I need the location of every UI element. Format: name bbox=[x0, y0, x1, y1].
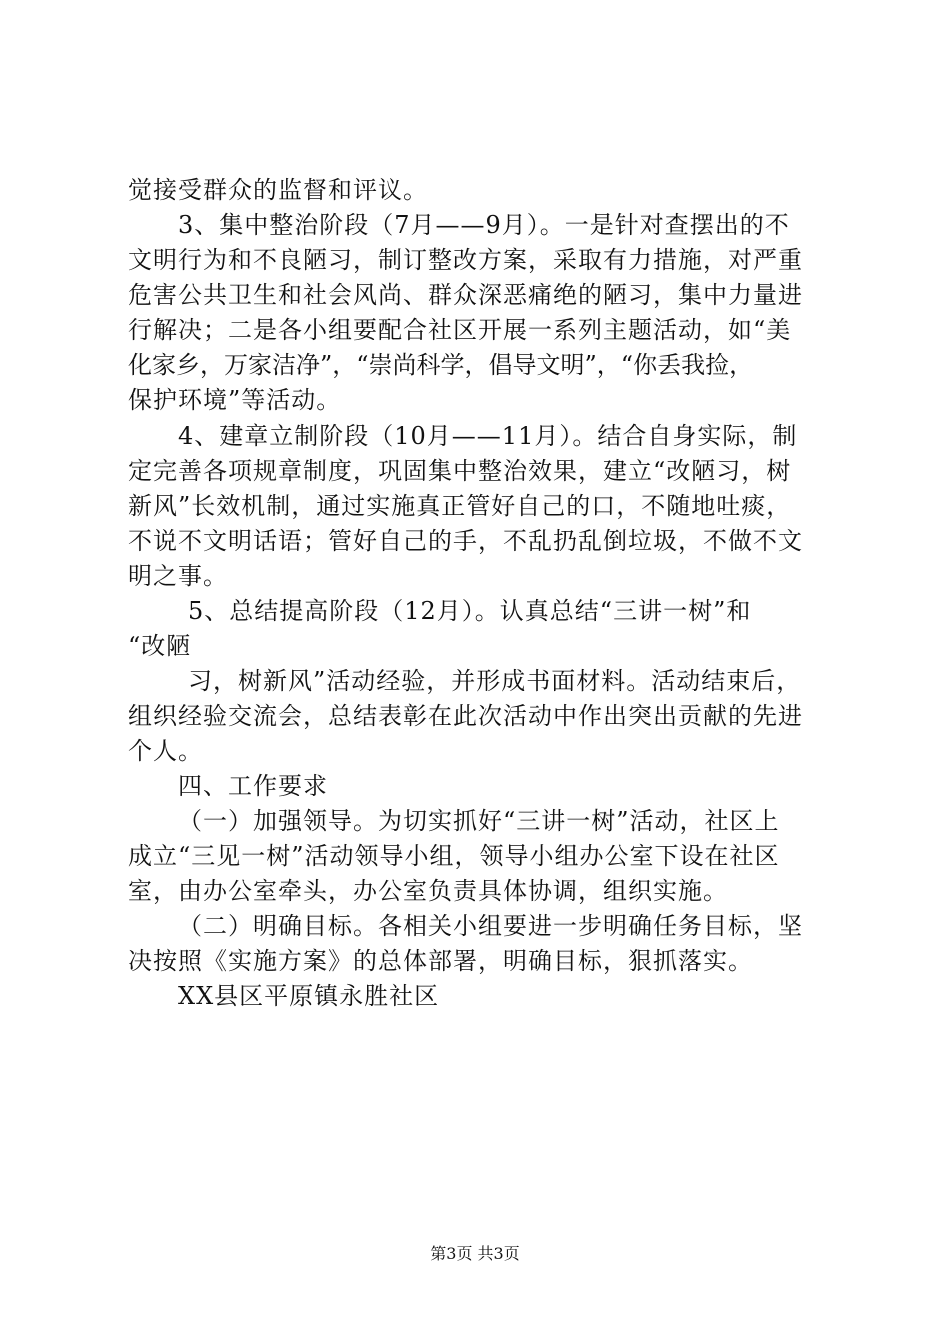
text-line: 习，树新风”活动经验，并形成书面材料。活动结束后， bbox=[188, 667, 802, 695]
text-line: 危害公共卫生和社会风尚、群众深恶痛绝的陋习，集中力量进 bbox=[128, 281, 803, 309]
text-line: 决按照《实施方案》的总体部署，明确目标，狠抓落实。 bbox=[128, 947, 753, 975]
text-line: 5、总结提高阶段（12月）。认真总结“三讲一树”和 bbox=[188, 597, 752, 625]
text-line: 组织经验交流会，总结表彰在此次活动中作出突出贡献的先进 bbox=[128, 702, 803, 730]
text-line: 明之事。 bbox=[128, 562, 228, 590]
text-line: 觉接受群众的监督和评议。 bbox=[128, 176, 428, 204]
text-line: 定完善各项规章制度，巩固集中整治效果，建立“改陋习，树 bbox=[128, 457, 792, 485]
text-line: 室，由办公室牵头，办公室负责具体协调，组织实施。 bbox=[128, 877, 728, 905]
page-number: 第3页 共3页 bbox=[430, 1244, 520, 1263]
text-line: 成立“三见一树”活动领导小组，领导小组办公室下设在社区 bbox=[128, 842, 780, 870]
text-line: 不说不文明话语；管好自己的手，不乱扔乱倒垃圾，不做不文 bbox=[128, 527, 803, 555]
text-line: 行解决；二是各小组要配合社区开展一系列主题活动，如“美 bbox=[128, 316, 792, 344]
text-line: 文明行为和不良陋习，制订整改方案，采取有力措施，对严重 bbox=[128, 246, 803, 274]
text-line: 保护环境”等活动。 bbox=[128, 386, 342, 414]
text-line: 化家乡，万家洁净”，“崇尚科学，倡导文明”，“你丢我捡， bbox=[128, 351, 754, 379]
section-heading: 四、工作要求 bbox=[178, 772, 328, 800]
text-line: 3、集中整治阶段（7月——9月）。一是针对查摆出的不 bbox=[178, 211, 790, 239]
text-line: 新风”长效机制，通过实施真正管好自己的口，不随地吐痰， bbox=[128, 492, 792, 520]
text-line: 个人。 bbox=[128, 737, 203, 765]
signature-line: XX县区平原镇永胜社区 bbox=[178, 982, 440, 1010]
text-line: 4、建章立制阶段（10月——11月）。结合自身实际，制 bbox=[178, 422, 798, 450]
text-line: “改陋 bbox=[128, 632, 192, 660]
text-line: （一）加强领导。为切实抓好“三讲一树”活动，社区上 bbox=[178, 807, 780, 835]
text-line: （二）明确目标。各相关小组要进一步明确任务目标，坚 bbox=[178, 912, 803, 940]
